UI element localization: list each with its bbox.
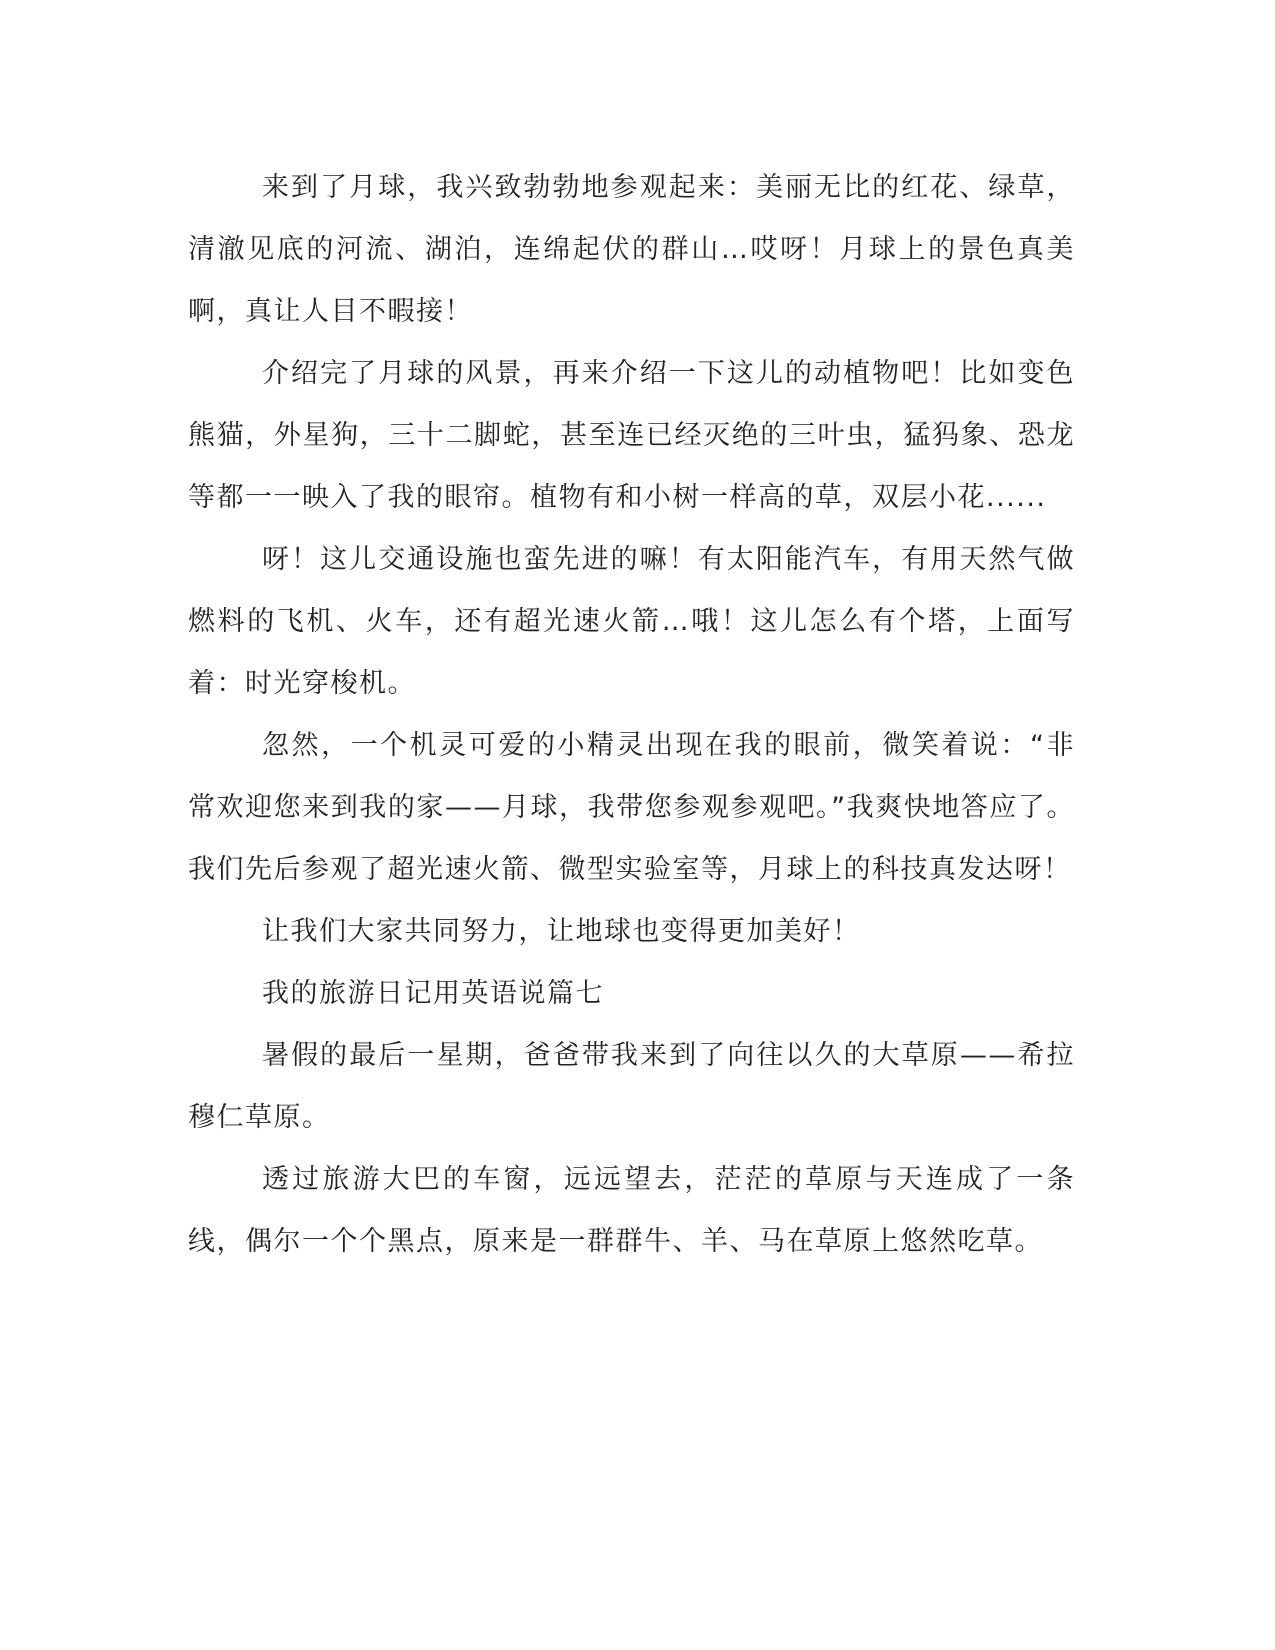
paragraph-bus-window: 透过旅游大巴的车窗，远远望去，茫茫的草原与天连成了一条线，偶尔一个个黑点，原来是一群群牛、羊、马在草原上悠然吃草。 xyxy=(188,1164,1075,1257)
document-body xyxy=(188,157,1075,1273)
section-heading: 我的旅游日记用英语说篇七 xyxy=(262,978,604,1009)
paragraph-moon-scenery: 来到了月球，我兴致勃勃地参观起来：美丽无比的红花、绿草，清澈见底的河流、湖泊，连绵起伏的群山…哎呀！月球上的景色真美啊，真让人目不暇接！ xyxy=(188,172,1075,327)
paragraph-animals-plants: 介绍完了月球的风景，再来介绍一下这儿的动植物吧！比如变色熊猫，外星狗，三十二脚蛇，甚至连已经灭绝的三叶虫，猛犸象、恐龙等都一一映入了我的眼帘。植物有和小树一样高的草，双层小花...... xyxy=(188,358,1075,513)
paragraph-little-elf: 忽然，一个机灵可爱的小精灵出现在我的眼前，微笑着说：“非常欢迎您来到我的家——月球，我带您参观参观吧。”我爽快地答应了。我们先后参观了超光速火箭、微型实验室等，月球上的科技真发达呀！ xyxy=(188,730,1075,885)
paragraph-closing: 让我们大家共同努力，让地球也变得更加美好！ xyxy=(262,916,861,947)
paragraph-transport: 呀！这儿交通设施也蛮先进的嘛！有太阳能汽车，有用天然气做燃料的飞机、火车，还有超光速火箭…哦！这儿怎么有个塔，上面写着：时光穿梭机。 xyxy=(188,544,1075,699)
paragraph-summer-trip: 暑假的最后一星期，爸爸带我来到了向往以久的大草原——希拉穆仁草原。 xyxy=(188,1040,1075,1133)
